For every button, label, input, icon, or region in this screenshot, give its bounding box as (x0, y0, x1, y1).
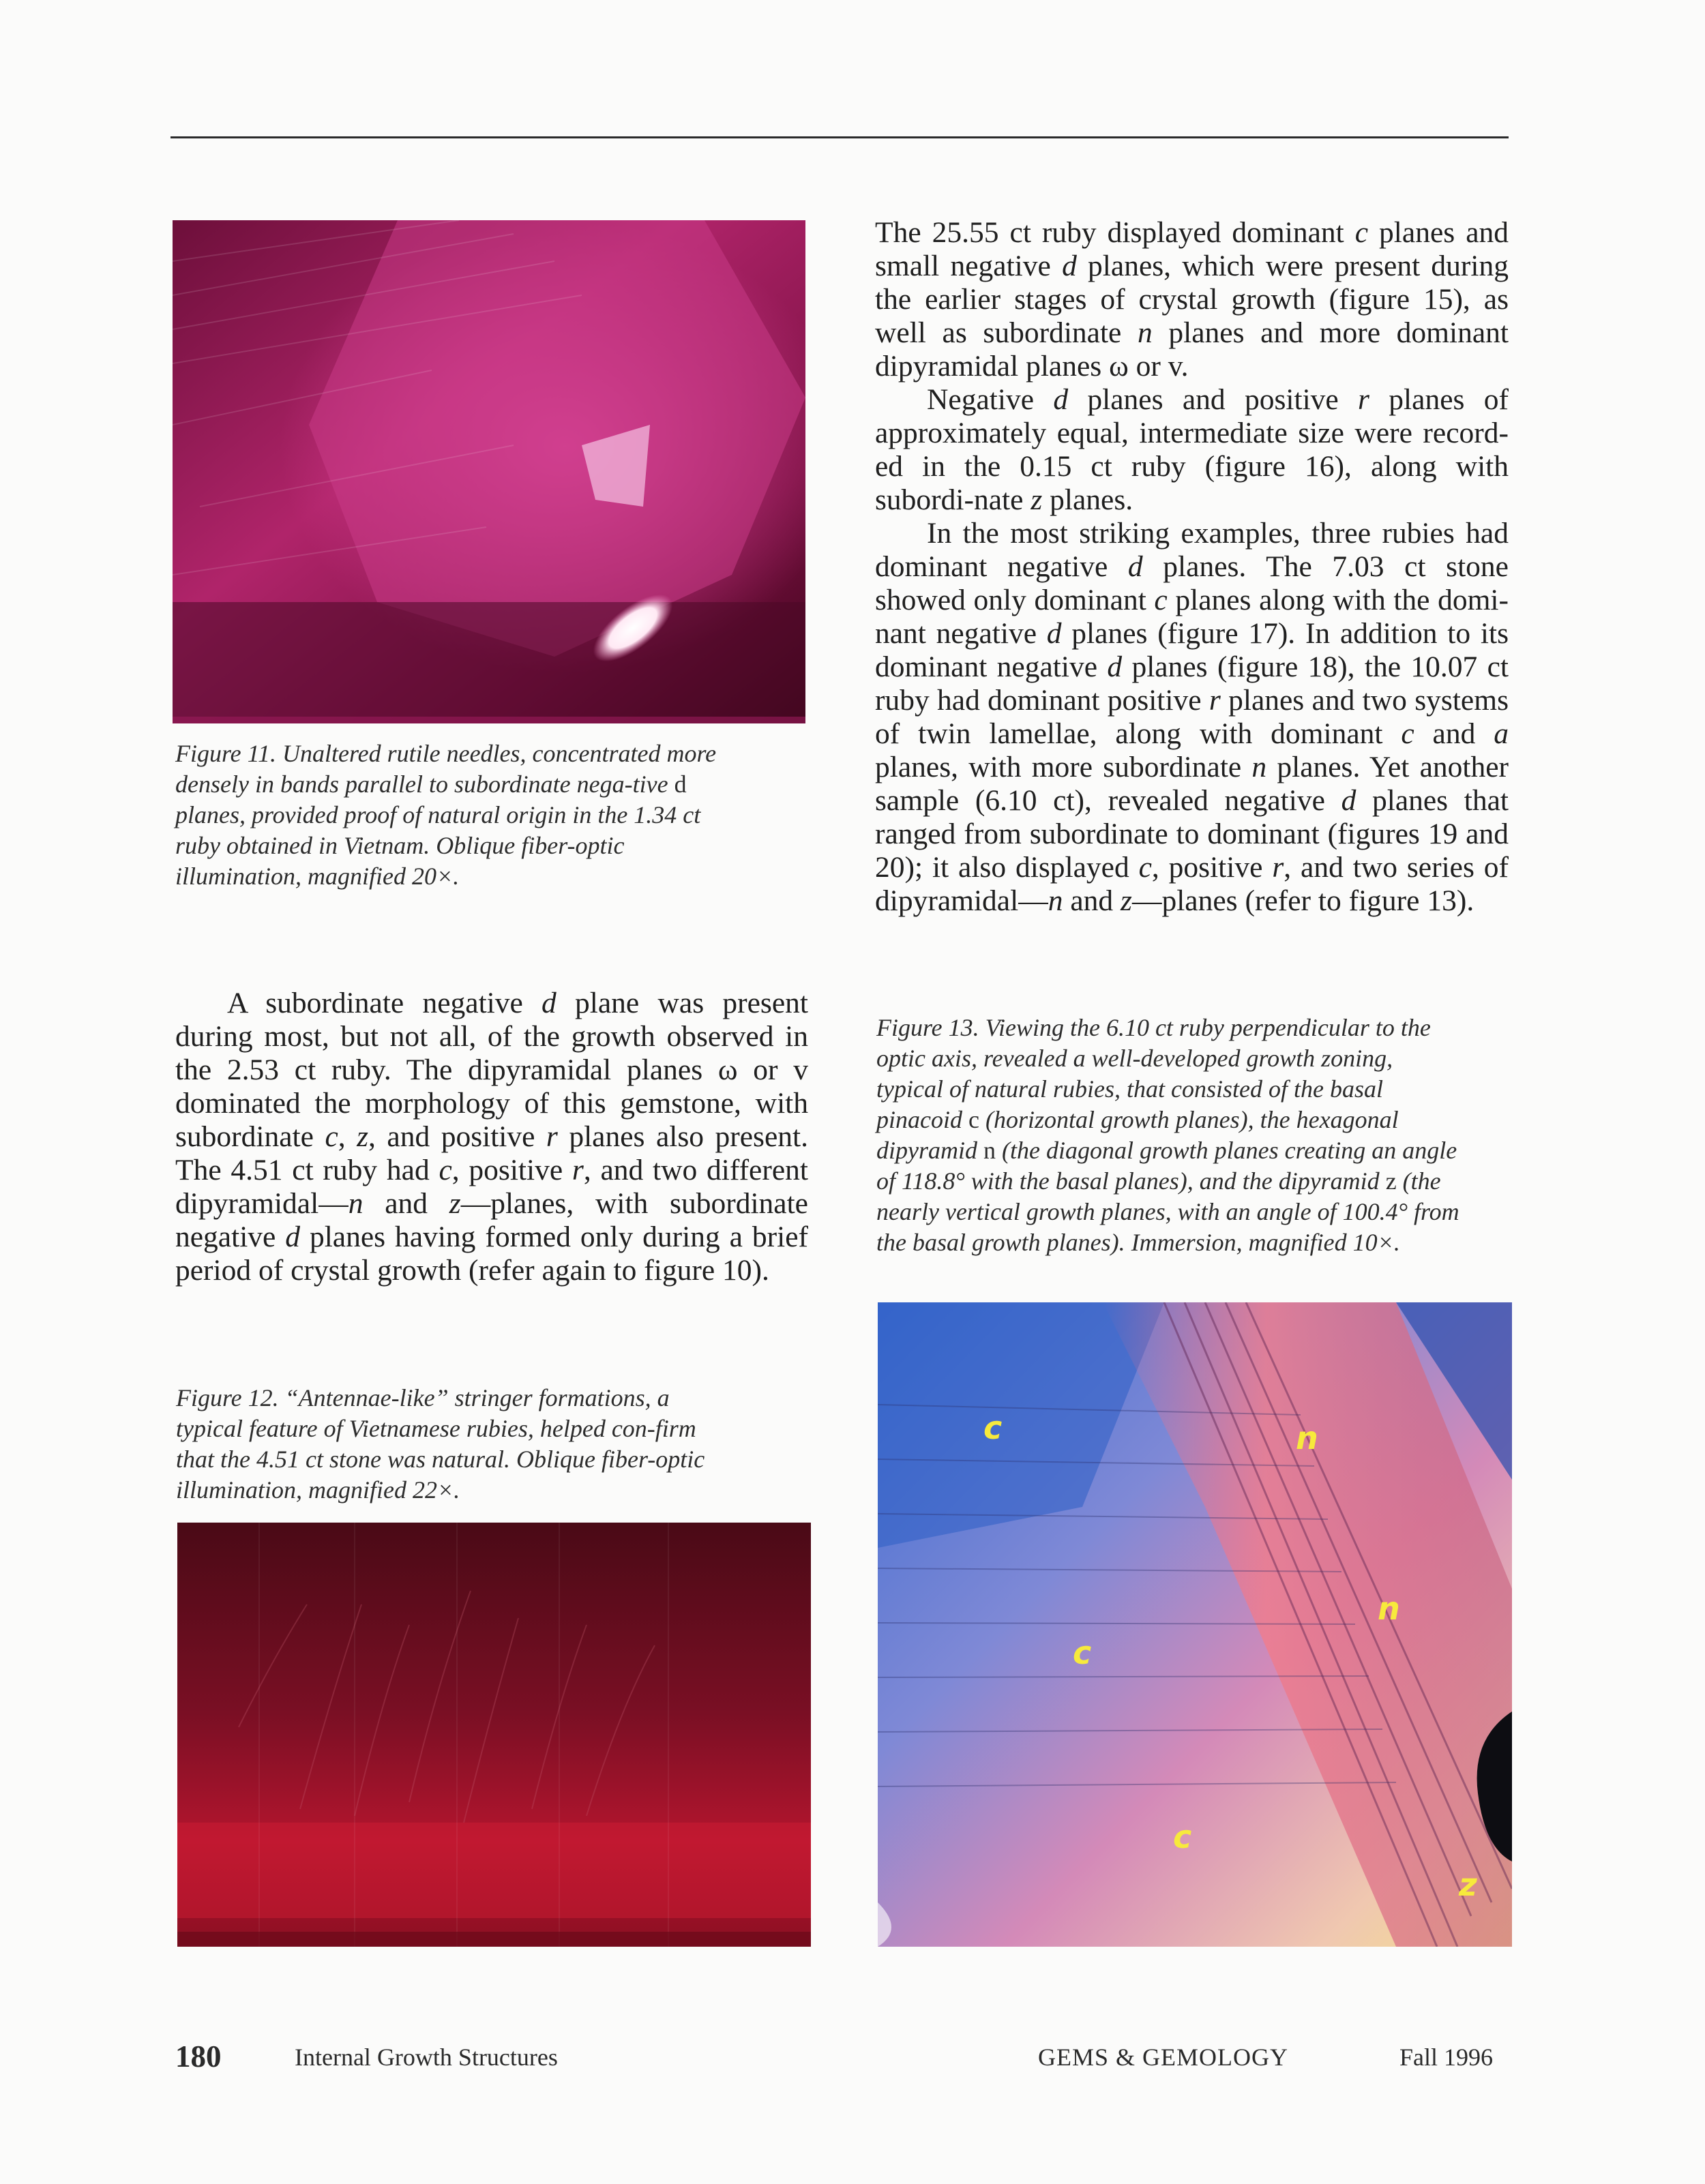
journal-name: GEMS & GEMOLOGY (1038, 2044, 1289, 2071)
page-number: 180 (175, 2039, 222, 2074)
left-column-text (175, 987, 808, 1287)
figure-11-caption-text: Figure 11. Unaltered rutile needles, concentrated more densely in bands parallel to subordinate nega-tive (175, 740, 717, 798)
header-rule (170, 136, 1509, 138)
figure-11-caption (175, 738, 748, 892)
figure-13-caption: Figure 13. Viewing the 6.10 ct ruby perpendicular to the optic axis, revealed a well-developed growth zoning, typical of natural rubies, that consisted of the basal pinacoid c (horizontal growth planes), the hexagonal dipyramid n (the diagonal growth planes creating an angle of 118.8° with the basal planes), and the dipyramid z (the nearly vertical growth planes, with an angle of 100.4° from the basal growth planes). Immersion, magnified 10×. (876, 1014, 1459, 1256)
paragraph: A subordinate negative d plane was present during most, but not all, of the growth observed in the 2.53 ct ruby. The dipyramidal planes ω or v dominated the morphology of this gemstone, with subordinate c, z, and positive r planes also present. The 4.51 ct ruby had c, positive r, and two different dipyramidal—n and z—planes, with subordinate negative d planes having formed only during a brief period of crystal growth (refer again to figure 10). (175, 987, 809, 1287)
figure-11-caption-text-end: planes, provided proof of natural origin in the 1.34 ct ruby obtained in Vietnam. Oblique fiber-optic illumination, magnified 20×. (175, 801, 701, 890)
figure-13-label-c: c (1073, 1634, 1092, 1671)
figure-13-label-c: c (983, 1409, 1003, 1446)
figure-12-photo (177, 1523, 811, 1947)
paragraph: The 25.55 ct ruby displayed dominant c planes and small negative d planes, which were present during the earlier stages of crystal growth (figure 15), as well as subordinate n planes and more dominant dipyramidal planes ω or v. (875, 216, 1509, 383)
figure-11-photo (173, 220, 805, 723)
figure-13-label-n: n (1378, 1590, 1400, 1627)
issue-date: Fall 1996 (1399, 2044, 1494, 2071)
right-column-text (875, 216, 1509, 918)
figure-13-label-c: c (1173, 1819, 1192, 1855)
figure-13-photo (878, 1302, 1512, 1947)
paragraph: Negative d planes and positive r planes of approximately equal, intermediate size were record-ed in the 0.15 ct ruby (figure 16), along with subordi-nate z planes. (875, 383, 1509, 516)
figure-13-label-z: z (1459, 1866, 1477, 1903)
figure-11-caption-plane: d (674, 771, 687, 798)
figure-13-label-n: n (1296, 1420, 1318, 1456)
figure-12-caption: Figure 12. “Antennae-like” stringer formations, a typical feature of Vietnamese rubies, helped con-firm that the 4.51 ct stone was natural. Oblique fiber-optic illumination, magnified 22×. (176, 1384, 705, 1504)
running-title: Internal Growth Structures (295, 2044, 558, 2071)
paragraph: In the most striking examples, three rubies had dominant negative d planes. The 7.03 ct stone showed only dominant c planes along with the domi-nant negative d planes (figure 17). In addition to its dominant negative d planes (figure 18), the 10.07 ct ruby had dominant positive r planes and two systems of twin lamellae, along with dominant c and a planes, with more subordinate n planes. Yet another sample (6.10 ct), revealed negative d planes that ranged from subordinate to dominant (figures 19 and 20); it also displayed c, positive r, and two series of dipyramidal—n and z—planes (refer to figure 13). (875, 517, 1509, 917)
